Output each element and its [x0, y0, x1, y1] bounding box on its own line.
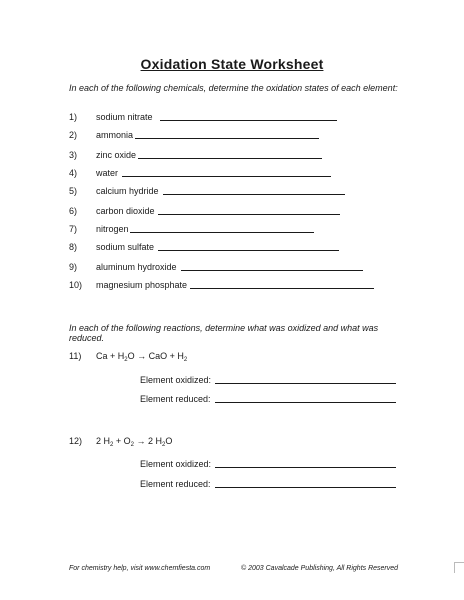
item-number: 6): [69, 206, 78, 216]
footer-website: For chemistry help, visit www.chemfiesta.com: [69, 565, 211, 572]
chemical-name: sodium sulfate: [96, 242, 155, 252]
item-number: 1): [69, 112, 78, 122]
answer-line: [163, 194, 345, 195]
answer-line: [160, 120, 337, 121]
chemical-name: ammonia: [96, 130, 134, 140]
chemical-name: magnesium phosphate: [96, 280, 188, 290]
chemical-name: sodium nitrate: [96, 112, 153, 122]
element-reduced-row: [140, 393, 211, 405]
chemical-name: carbon dioxide: [96, 206, 155, 216]
element-oxidized-label: Element oxidized:: [140, 459, 212, 469]
answer-line: [215, 467, 396, 468]
answer-line: [181, 270, 363, 271]
instructions-redox: In each of the following reactions, determine what was oxidized and what was reduced.: [69, 323, 379, 343]
answer-line: [215, 383, 396, 384]
answer-line: [190, 288, 374, 289]
item-number: 8): [69, 242, 78, 252]
chemical-name: zinc oxide: [96, 150, 137, 160]
element-oxidized-label: Element oxidized:: [140, 375, 212, 385]
item-number: 9): [69, 262, 78, 272]
answer-line: [122, 176, 331, 177]
worksheet-title: Oxidation State Worksheet: [140, 56, 324, 72]
element-oxidized-row: [140, 374, 211, 386]
reaction-arrow-icon: →: [137, 351, 147, 361]
item-number: 2): [69, 130, 78, 140]
instructions-oxidation-states: In each of the following chemicals, determine the oxidation states of each element:: [69, 83, 398, 93]
item-number: 5): [69, 186, 78, 196]
reaction-arrow-icon: →: [136, 436, 146, 446]
answer-line: [215, 487, 396, 488]
item-number: 10): [69, 280, 83, 290]
chemical-name: water: [96, 168, 119, 178]
chemical-name: nitrogen: [96, 224, 129, 234]
chemical-name: calcium hydride: [96, 186, 159, 196]
answer-line: [158, 214, 340, 215]
answer-line: [130, 232, 314, 233]
item-number: 3): [69, 150, 78, 160]
element-reduced-row: [140, 478, 211, 490]
item-number: 4): [69, 168, 78, 178]
chemical-equation: $Ca + H_2O$ → CaO + $H_2$: [96, 351, 188, 363]
item-number: 12): [69, 436, 83, 446]
answer-line: [215, 402, 396, 403]
element-reduced-label: Element reduced:: [140, 479, 211, 489]
answer-line: [138, 158, 322, 159]
item-number: 7): [69, 224, 78, 234]
page-corner-mark: [454, 562, 464, 573]
element-reduced-label: Element reduced:: [140, 394, 211, 404]
element-oxidized-row: [140, 458, 211, 470]
chemical-equation: 2 $H_2 + O_2 \to 2$ $H_2O$: [96, 436, 173, 448]
chemical-name: aluminum hydroxide: [96, 262, 177, 272]
item-number: 11): [69, 351, 82, 361]
footer-copyright: © 2003 Cavalcade Publishing, All Rights Reserved: [241, 565, 399, 572]
answer-line: [158, 250, 339, 251]
answer-line: [135, 138, 319, 139]
